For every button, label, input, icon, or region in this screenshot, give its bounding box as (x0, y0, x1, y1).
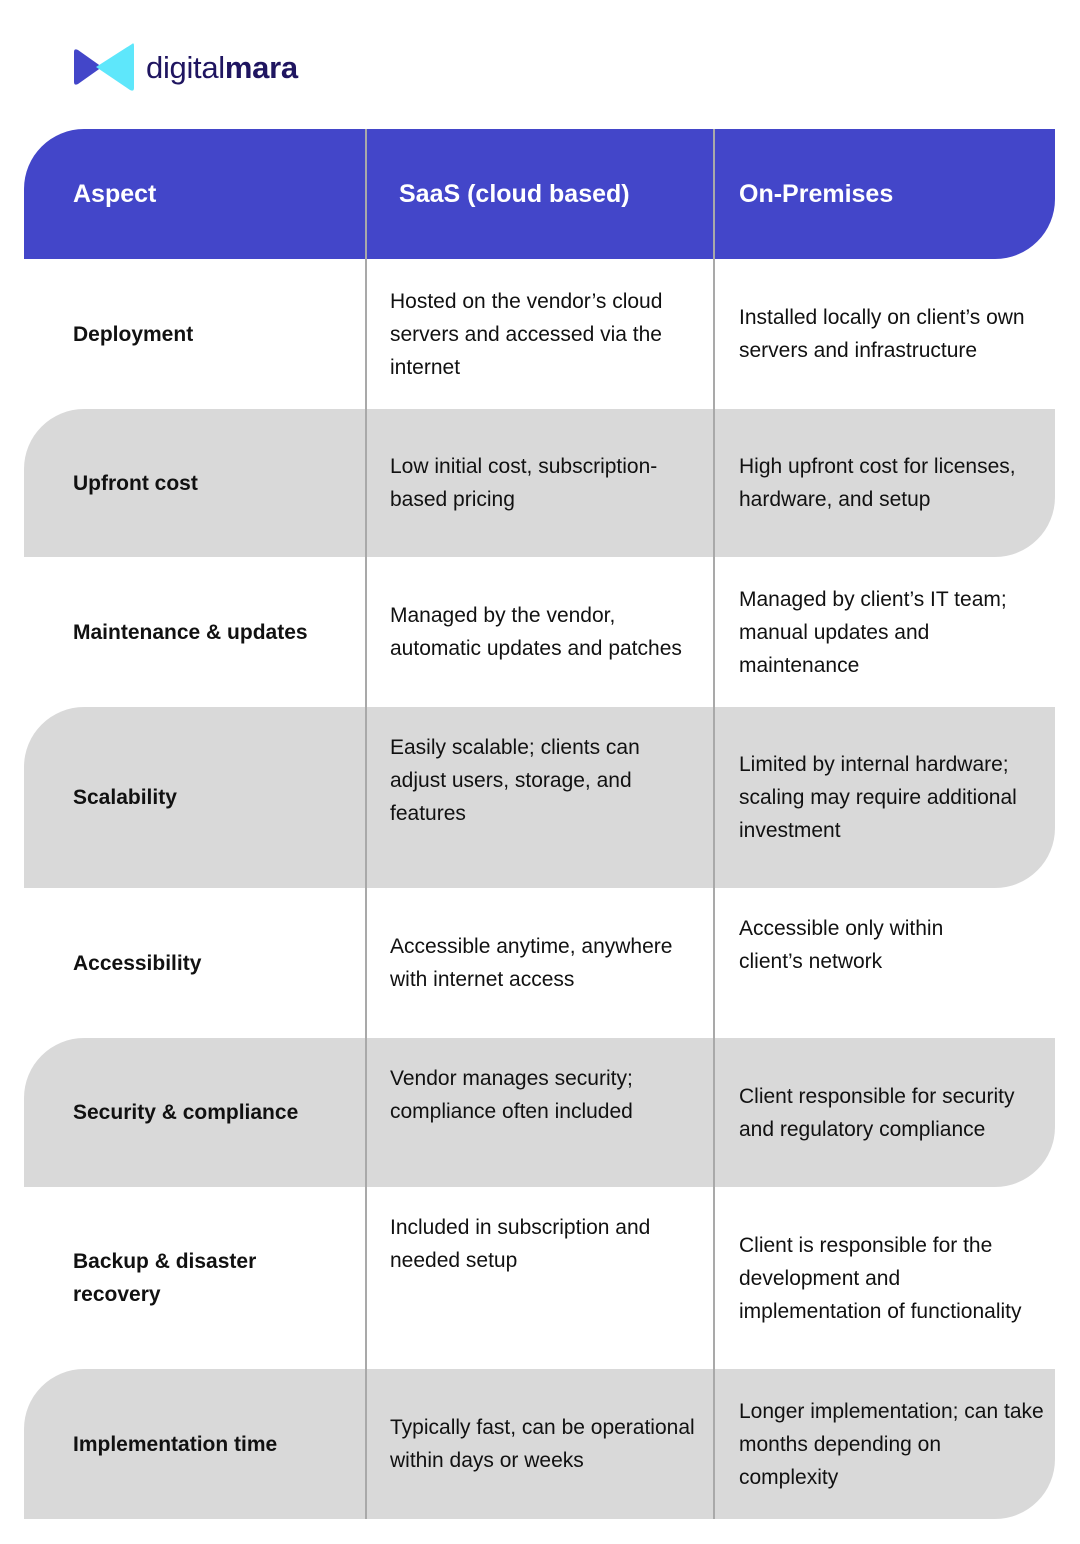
aspect-cell: Accessibility (73, 951, 202, 975)
table-row (24, 557, 1055, 707)
play-bowtie-icon (72, 40, 134, 94)
onprem-cell: Managed by client’s IT team; manual updates and maintenance (739, 587, 1007, 677)
header-onprem: On-Premises (739, 179, 894, 208)
saas-cell: Vendor manages security; compliance often included (390, 1067, 633, 1123)
aspect-cell: Implementation time (73, 1432, 278, 1456)
saas-cell: Accessible anytime, anywhere with internet access (390, 935, 673, 991)
brand-name: digitalmara (146, 49, 298, 85)
aspect-cell: Deployment (73, 322, 194, 346)
saas-cell: Included in subscription and needed setup (390, 1216, 651, 1272)
aspect-cell: Maintenance & updates (73, 620, 308, 644)
saas-cell: Typically fast, can be operational within days or weeks (390, 1416, 695, 1472)
table-row (24, 1038, 1055, 1187)
onprem-cell: Accessible only within client’s network (739, 917, 944, 973)
column-divider (713, 129, 715, 1519)
onprem-cell: Client responsible for security and regulatory compliance (739, 1084, 1015, 1141)
header-saas: SaaS (cloud based) (399, 179, 630, 208)
column-divider (365, 129, 367, 1519)
saas-cell: Hosted on the vendor’s cloud servers and accessed via the internet (390, 289, 663, 379)
saas-cell: Managed by the vendor, automatic updates and patches (390, 604, 682, 660)
onprem-cell: Installed locally on client’s own servers and infrastructure (739, 306, 1025, 362)
table-row (24, 409, 1055, 557)
onprem-cell: High upfront cost for licenses, hardware, and setup (739, 455, 1016, 511)
comparison-table (24, 129, 1055, 1519)
table-header-row (24, 129, 1055, 259)
table-row (24, 1369, 1055, 1519)
onprem-cell: Client is responsible for the development and implementation of functionality (739, 1233, 1022, 1323)
aspect-cell: Scalability (73, 786, 177, 809)
aspect-cell: Backup & disaster recovery (73, 1250, 257, 1306)
saas-cell: Easily scalable; clients can adjust users, storage, and features (390, 736, 640, 825)
saas-cell: Low initial cost, subscription-based pricing (390, 455, 658, 511)
header-aspect: Aspect (73, 179, 157, 208)
table-row (24, 888, 1055, 1038)
onprem-cell: Limited by internal hardware; scaling may require additional investment (739, 753, 1017, 842)
aspect-cell: Security & compliance (73, 1101, 299, 1124)
onprem-cell: Longer implementation; can take months depending on complexity (739, 1399, 1044, 1489)
brand-logo (72, 40, 298, 94)
table-row (24, 707, 1055, 888)
aspect-cell: Upfront cost (73, 471, 198, 495)
table-row (24, 1187, 1055, 1369)
table-row (24, 259, 1055, 409)
